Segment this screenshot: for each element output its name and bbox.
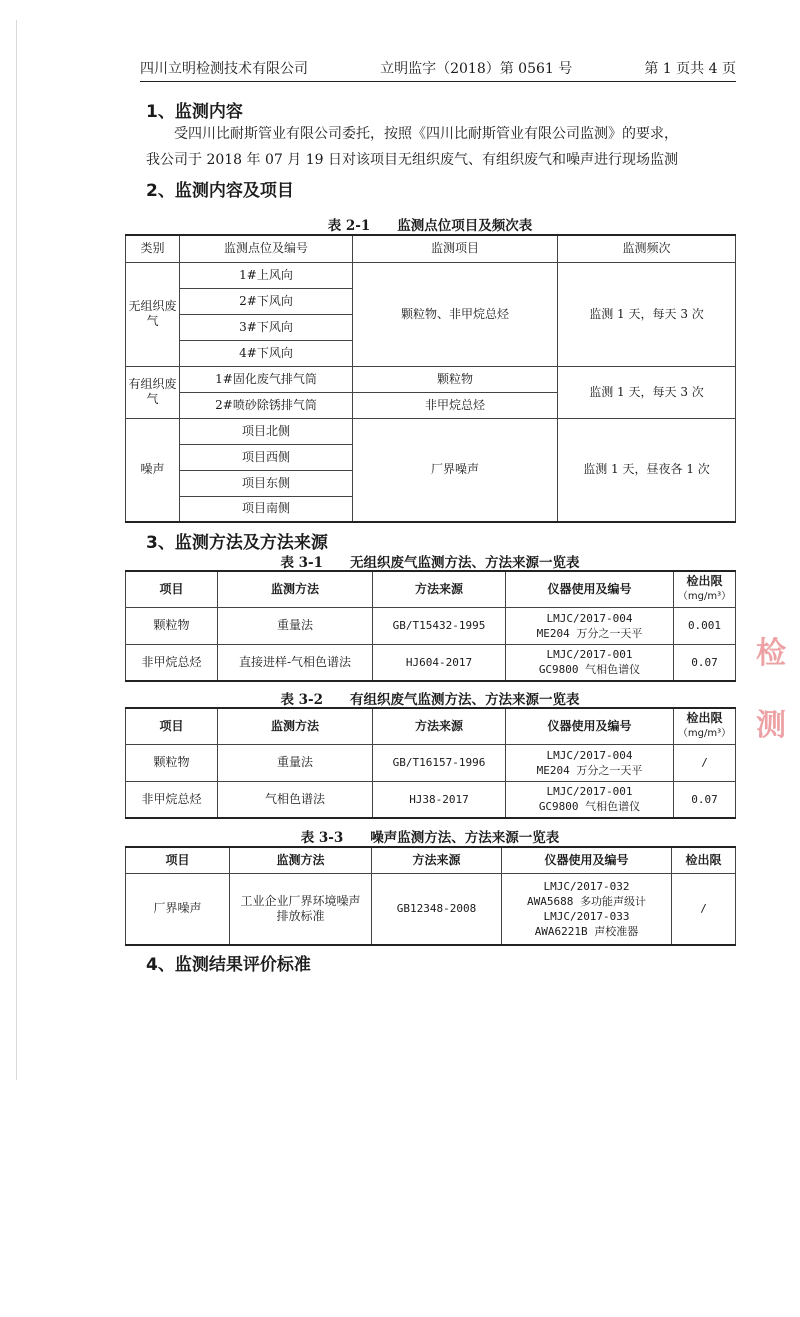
item-cell: 颗粒物 [126, 744, 218, 781]
limit-cell: 0.07 [674, 644, 736, 681]
section1-title: 1、监测内容 [146, 102, 243, 122]
method-line: 排放标准 [276, 908, 325, 923]
section1-paragraph [146, 121, 736, 173]
instrument-id: LMJC/2017-004 [546, 748, 633, 762]
table31-header-row [126, 571, 736, 607]
scan-edge-line [16, 20, 17, 1080]
table31-header [674, 571, 736, 607]
table33-header: 方法来源 [372, 847, 502, 873]
table21-header: 监测点位及编号 [180, 235, 353, 262]
section1-para-line1: 受四川比耐斯管业有限公司委托，按照《四川比耐斯管业有限公司监测》的要求， [174, 126, 678, 142]
instrument-cell [506, 781, 674, 818]
instrument-id: LMJC/2017-001 [546, 785, 633, 799]
category-cell: 噪声 [126, 418, 180, 522]
table33-header-row [126, 847, 736, 873]
table32-header: 项目 [126, 708, 218, 744]
limit-cell: 0.07 [674, 781, 736, 818]
table32-header: 方法来源 [373, 708, 506, 744]
table32-header: 监测方法 [218, 708, 373, 744]
table33-header: 仪器使用及编号 [502, 847, 672, 873]
point-cell: 项目北侧 [180, 418, 353, 444]
table31-header: 项目 [126, 571, 218, 607]
source-cell: GB/T15432-1995 [373, 607, 506, 644]
limit-unit: （mg/m³） [677, 591, 732, 603]
instrument-name: ME204 万分之一天平 [536, 763, 643, 777]
table21-caption: 表 2-1 监测点位项目及频次表 [327, 218, 533, 234]
header-report-no: 立明监字（2018）第 0561 号 [380, 61, 573, 77]
item-cell: 非甲烷总烃 [353, 392, 558, 418]
table-row [126, 873, 736, 945]
item-cell: 颗粒物、非甲烷总烃 [353, 262, 558, 366]
table-row [126, 418, 736, 444]
item-cell: 厂界噪声 [353, 418, 558, 522]
method-cell: 重量法 [218, 607, 373, 644]
point-cell: 3#下风向 [180, 314, 353, 340]
method-cell: 气相色谱法 [218, 781, 373, 818]
page-header [140, 58, 736, 82]
header-company: 四川立明检测技术有限公司 [140, 61, 308, 77]
table31-header: 仪器使用及编号 [506, 571, 674, 607]
table32-header [674, 708, 736, 744]
frequency-cell: 监测 1 天，每天 3 次 [558, 366, 736, 418]
section4-title: 4、监测结果评价标准 [146, 955, 311, 975]
category-cell: 无组织废气 [126, 262, 180, 366]
table33-header: 检出限 [672, 847, 736, 873]
instrument-name: GC9800 气相色谱仪 [538, 800, 641, 814]
header-page-info: 第 1 页共 4 页 [644, 61, 736, 77]
instrument-cell [506, 607, 674, 644]
instrument-cell [506, 644, 674, 681]
instrument-id: LMJC/2017-001 [546, 648, 633, 662]
limit-header-label: 检出限 [686, 574, 723, 589]
table-row [126, 644, 736, 681]
section1-para-line2: 我公司于 2018 年 07 月 19 日对该项目无组织废气、有组织废气和噪声进行现场监测 [146, 152, 678, 168]
section2-title: 2、监测内容及项目 [146, 181, 294, 201]
point-cell: 2#下风向 [180, 288, 353, 314]
category-cell: 有组织废气 [126, 366, 180, 418]
table21-header: 监测频次 [558, 235, 736, 262]
item-cell: 颗粒物 [353, 366, 558, 392]
method-cell: 直接进样-气相色谱法 [218, 644, 373, 681]
table-3-1 [125, 570, 736, 682]
limit-unit: （mg/m³） [677, 728, 732, 740]
item-cell: 非甲烷总烃 [126, 781, 218, 818]
instrument-id: LMJC/2017-032 [543, 879, 630, 893]
item-cell: 颗粒物 [126, 607, 218, 644]
table-row [126, 607, 736, 644]
table-row [126, 744, 736, 781]
point-cell: 项目南侧 [180, 496, 353, 522]
point-cell: 1#固化废气排气筒 [180, 366, 353, 392]
method-line: 工业企业厂界环境噪声 [240, 893, 361, 908]
point-cell: 项目东侧 [180, 470, 353, 496]
method-cell [230, 873, 372, 945]
table32-caption: 表 3-2 有组织废气监测方法、方法来源一览表 [280, 692, 580, 708]
table-2-1 [125, 234, 736, 523]
instrument-cell [506, 744, 674, 781]
table-3-3 [125, 846, 736, 946]
limit-cell: / [674, 744, 736, 781]
table-row [126, 366, 736, 392]
frequency-cell: 监测 1 天，每天 3 次 [558, 262, 736, 366]
limit-cell: / [672, 873, 736, 945]
point-cell: 1#上风向 [180, 262, 353, 288]
instrument-id: LMJC/2017-033 [543, 909, 630, 923]
table-row [126, 262, 736, 288]
table21-header: 监测项目 [353, 235, 558, 262]
instrument-name: AWA5688 多功能声级计 [527, 894, 646, 908]
table21-header-row [126, 235, 736, 262]
point-cell: 项目西侧 [180, 444, 353, 470]
item-cell: 非甲烷总烃 [126, 644, 218, 681]
point-cell: 4#下风向 [180, 340, 353, 366]
table32-header-row [126, 708, 736, 744]
instrument-name: AWA6221B 声校准器 [534, 924, 639, 938]
table-row [126, 781, 736, 818]
table33-header: 项目 [126, 847, 230, 873]
source-cell: HJ604-2017 [373, 644, 506, 681]
table31-header: 监测方法 [218, 571, 373, 607]
seal-stamp-fragment: 检 [756, 636, 786, 671]
source-cell: HJ38-2017 [373, 781, 506, 818]
section3-title: 3、监测方法及方法来源 [146, 533, 328, 553]
instrument-name: GC9800 气相色谱仪 [538, 663, 641, 677]
method-cell: 重量法 [218, 744, 373, 781]
table33-header: 监测方法 [230, 847, 372, 873]
source-cell: GB/T16157-1996 [373, 744, 506, 781]
frequency-cell: 监测 1 天，昼夜各 1 次 [558, 418, 736, 522]
limit-header-label: 检出限 [686, 711, 723, 726]
instrument-name: ME204 万分之一天平 [536, 626, 643, 640]
table32-header: 仪器使用及编号 [506, 708, 674, 744]
table31-caption: 表 3-1 无组织废气监测方法、方法来源一览表 [280, 555, 580, 571]
table-3-2 [125, 707, 736, 819]
limit-cell: 0.001 [674, 607, 736, 644]
point-cell: 2#喷砂除锈排气筒 [180, 392, 353, 418]
source-cell: GB12348-2008 [372, 873, 502, 945]
instrument-cell [502, 873, 672, 945]
table33-caption: 表 3-3 噪声监测方法、方法来源一览表 [300, 830, 560, 846]
instrument-id: LMJC/2017-004 [546, 611, 633, 625]
table31-header: 方法来源 [373, 571, 506, 607]
table21-header: 类别 [126, 235, 180, 262]
seal-stamp-fragment: 测 [756, 708, 786, 743]
item-cell: 厂界噪声 [126, 873, 230, 945]
